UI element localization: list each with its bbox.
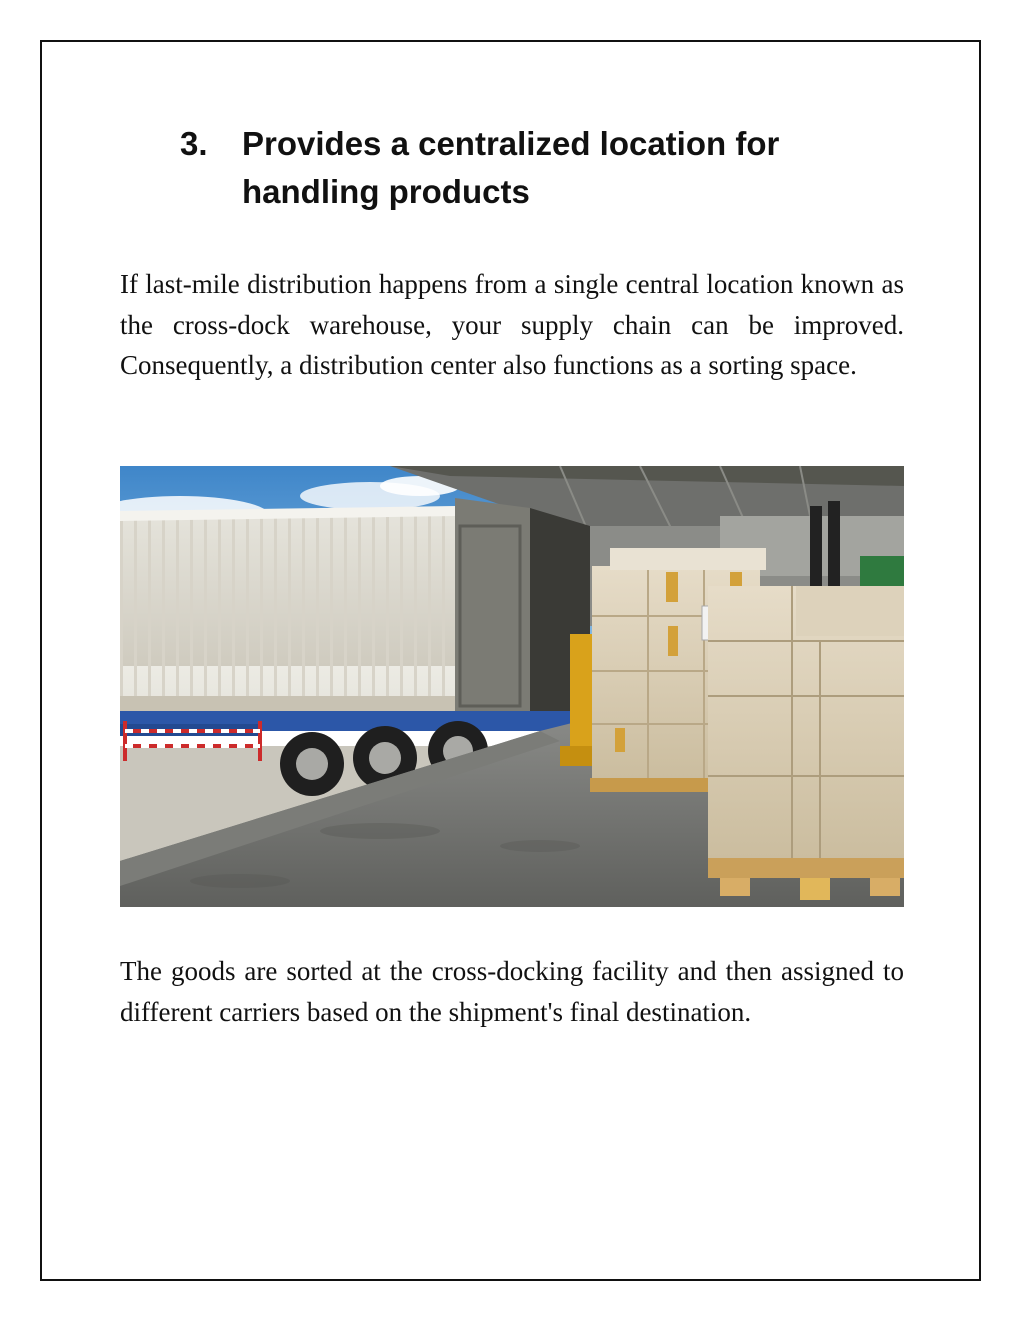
heading-number: 3. [180,125,208,162]
heading-text: Provides a centralized location for handling products [242,125,780,210]
intro-paragraph: If last-mile distribution happens from a single central location known as the cross-dock warehouse, your supply chain can be improved. Consequently, a distribution center also functions as a sorting space. [120,269,904,380]
warehouse-loading-dock-photo [120,466,904,907]
section-heading [180,120,880,216]
closing-paragraph: The goods are sorted at the cross-docking facility and then assigned to different carriers based on the shipment's final destination. [120,956,904,1027]
